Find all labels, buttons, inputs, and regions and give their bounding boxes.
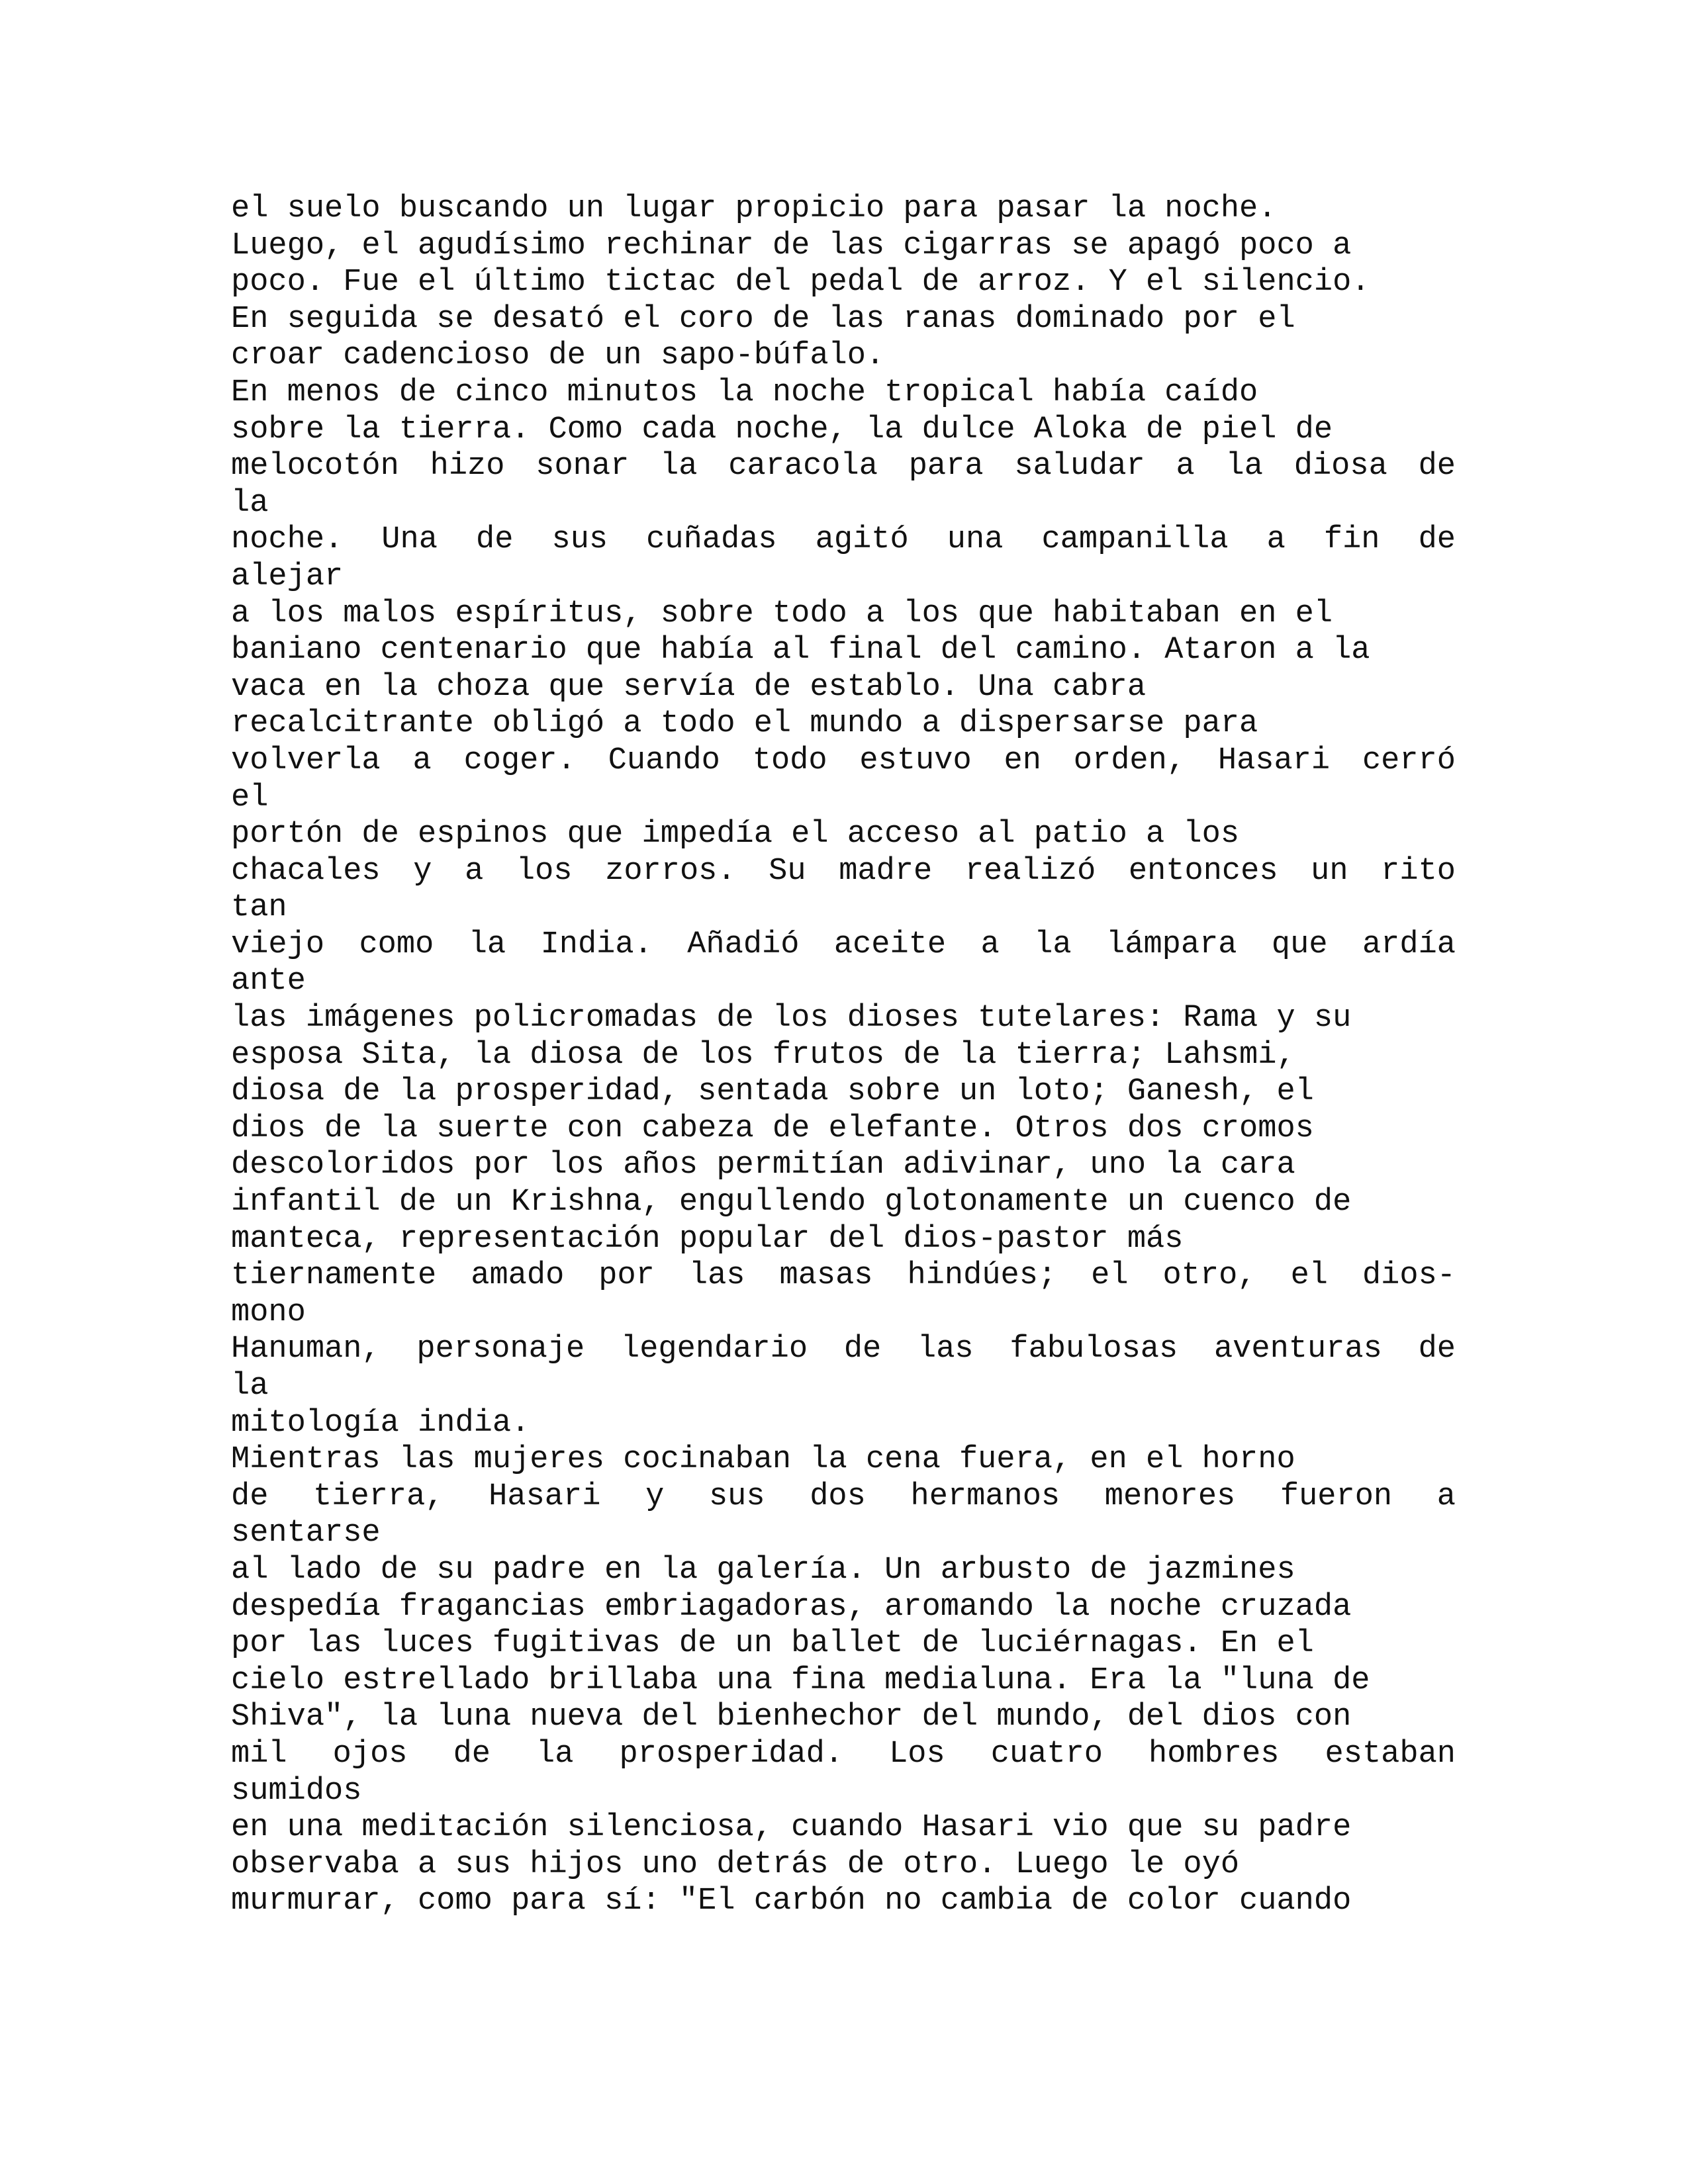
text-line: observaba a sus hijos uno detrás de otro. Luego le oyó <box>231 1846 1240 1882</box>
text-line: Mientras las mujeres cocinaban la cena fuera, en el horno <box>231 1442 1295 1478</box>
text-line: portón de espinos que impedía el acceso al patio a los <box>231 817 1240 852</box>
body-text <box>231 191 1456 1920</box>
text-line: las imágenes policromadas de los dioses tutelares: Rama y su <box>231 1001 1352 1036</box>
text-line: croar cadencioso de un sapo-búfalo. <box>231 338 885 374</box>
text-line: de tierra, Hasari y sus dos hermanos menores fueron a <box>231 1479 1456 1514</box>
text-line: cielo estrellado brillaba una fina medialuna. Era la "luna de <box>231 1662 1370 1698</box>
text-line: manteca, representación popular del dios-pastor más <box>231 1221 1184 1257</box>
text-line: sumidos <box>231 1773 362 1809</box>
text-line: melocotón hizo sonar la caracola para saludar a la diosa de <box>231 449 1456 484</box>
text-line: infantil de un Krishna, engullendo glotonamente un cuenco de <box>231 1185 1352 1220</box>
text-line: mitología india. <box>231 1405 530 1441</box>
text-line: alejar <box>231 559 344 594</box>
text-line: Luego, el agudísimo rechinar de las cigarras se apagó poco a <box>231 228 1352 263</box>
text-line: la <box>231 485 269 521</box>
text-line: descoloridos por los años permitían adivinar, uno la cara <box>231 1148 1295 1183</box>
text-line: dios de la suerte con cabeza de elefante. Otros dos cromos <box>231 1111 1314 1146</box>
text-line: por las luces fugitivas de un ballet de luciérnagas. En el <box>231 1626 1314 1662</box>
text-line: poco. Fue el último tictac del pedal de arroz. Y el silencio. <box>231 265 1370 300</box>
text-line: despedía fragancias embriagadoras, aromando la noche cruzada <box>231 1589 1352 1625</box>
text-line: volverla a coger. Cuando todo estuvo en orden, Hasari cerró <box>231 743 1456 778</box>
text-line: tiernamente amado por las masas hindúes; el otro, el dios- <box>231 1258 1456 1294</box>
text-line: murmurar, como para sí: "El carbón no cambia de color cuando <box>231 1884 1352 1919</box>
text-line: baniano centenario que había al final del camino. Ataron a la <box>231 633 1370 668</box>
text-line: esposa Sita, la diosa de los frutos de la tierra; Lahsmi, <box>231 1037 1295 1073</box>
text-line: chacales y a los zorros. Su madre realizó entonces un rito <box>231 853 1456 889</box>
text-line: noche. Una de sus cuñadas agitó una campanilla a fin de <box>231 522 1456 558</box>
text-line: sentarse <box>231 1516 381 1551</box>
text-line: sobre la tierra. Como cada noche, la dulce Aloka de piel de <box>231 412 1333 447</box>
text-line: tan <box>231 890 287 926</box>
text-line: recalcitrante obligó a todo el mundo a dispersarse para <box>231 706 1258 742</box>
text-line: En seguida se desató el coro de las ranas dominado por el <box>231 301 1295 337</box>
text-line: Shiva", la luna nueva del bienhechor del mundo, del dios con <box>231 1700 1352 1735</box>
text-line: mono <box>231 1295 306 1330</box>
text-line: en una meditación silenciosa, cuando Hasari vio que su padre <box>231 1810 1352 1846</box>
text-line: mil ojos de la prosperidad. Los cuatro hombres estaban <box>231 1736 1456 1772</box>
text-line: la <box>231 1369 269 1404</box>
text-line: diosa de la prosperidad, sentada sobre un loto; Ganesh, el <box>231 1074 1314 1110</box>
text-line: En menos de cinco minutos la noche tropical había caído <box>231 375 1258 410</box>
text-line: el suelo buscando un lugar propicio para pasar la noche. <box>231 191 1277 226</box>
text-line: ante <box>231 964 306 999</box>
text-line: a los malos espíritus, sobre todo a los que habitaban en el <box>231 596 1333 631</box>
text-line: vaca en la choza que servía de establo. Una cabra <box>231 669 1147 705</box>
text-line: el <box>231 780 269 815</box>
text-line: viejo como la India. Añadió aceite a la lámpara que ardía <box>231 927 1456 962</box>
text-line: al lado de su padre en la galería. Un arbusto de jazmines <box>231 1552 1295 1588</box>
text-line: Hanuman, personaje legendario de las fabulosas aventuras de <box>231 1332 1456 1367</box>
